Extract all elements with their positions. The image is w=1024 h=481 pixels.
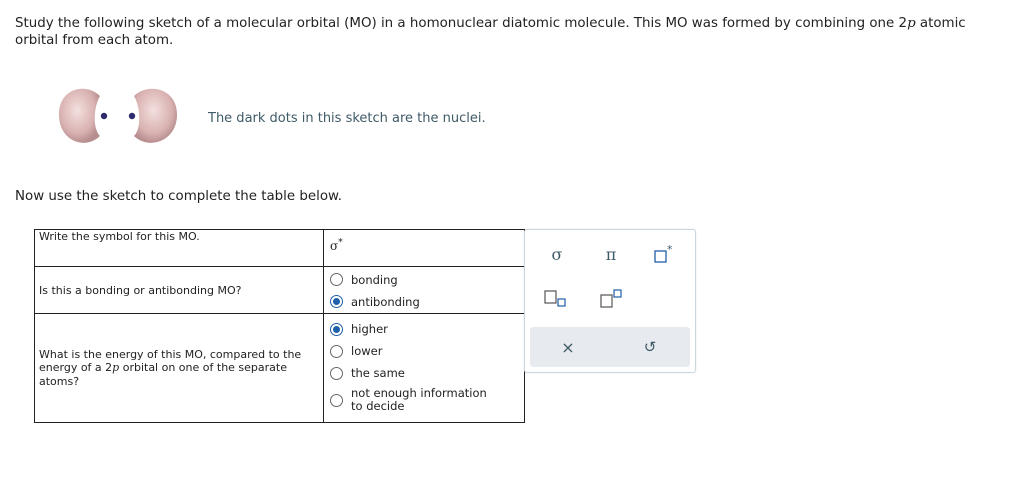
sketch-caption: The dark dots in this sketch are the nuclei. (208, 111, 486, 126)
symbol-answer-star: * (338, 238, 343, 248)
option-the-same[interactable]: the same (330, 366, 518, 380)
energy-question: What is the energy of this MO, compared to the energy of a 2p orbital on one of the separate atoms? (35, 314, 324, 423)
radio-not-enough-info[interactable] (330, 394, 343, 407)
orbital-lobe-left (59, 89, 100, 143)
radio-antibonding[interactable] (330, 295, 343, 308)
table-row (35, 230, 525, 267)
energy-options (324, 314, 525, 423)
mo-sketch (56, 84, 186, 156)
option-not-enough-info[interactable]: not enough information to decide (330, 387, 518, 413)
option-antibonding[interactable]: antibonding (330, 295, 518, 309)
palette-action-bar (530, 327, 690, 367)
option-lower[interactable]: lower (330, 344, 518, 358)
option-bonding[interactable]: bonding (330, 273, 518, 287)
table-prompt: Now use the sketch to complete the table below. (15, 189, 342, 204)
intro-text: Study the following sketch of a molecular orbital (MO) in a homonuclear diatomic molecule. This MO was formed by combining one 2p atomic orbital from each atom. (15, 16, 966, 48)
symbol-question: Write the symbol for this MO. (35, 230, 324, 267)
sigma-button[interactable]: σ (551, 244, 563, 264)
bonding-options (324, 267, 525, 314)
radio-higher[interactable] (330, 323, 343, 336)
table-row (35, 267, 525, 314)
clear-button[interactable]: × (561, 337, 575, 357)
superscript-star-button[interactable] (650, 244, 680, 266)
subscript-icon (541, 288, 571, 310)
symbol-answer: σ (330, 239, 339, 253)
option-higher[interactable]: higher (330, 322, 518, 336)
superscript-icon (597, 288, 627, 310)
orbital-lobe-right (134, 89, 177, 143)
symbol-palette (524, 229, 696, 373)
table-row (35, 314, 525, 423)
symbol-answer-field[interactable] (324, 230, 525, 267)
mo-table (34, 229, 525, 423)
bonding-question: Is this a bonding or antibonding MO? (35, 267, 324, 314)
nucleus-left (101, 113, 107, 119)
radio-the-same[interactable] (330, 367, 343, 380)
nucleus-right (129, 113, 135, 119)
star-glyph: * (667, 243, 673, 256)
radio-lower[interactable] (330, 345, 343, 358)
subscript-button[interactable] (539, 286, 573, 312)
radio-bonding[interactable] (330, 273, 343, 286)
superscript-button[interactable] (595, 286, 629, 312)
undo-button[interactable]: ↺ (643, 338, 657, 356)
pi-button[interactable]: π (605, 244, 617, 264)
box-star-icon (653, 245, 677, 265)
